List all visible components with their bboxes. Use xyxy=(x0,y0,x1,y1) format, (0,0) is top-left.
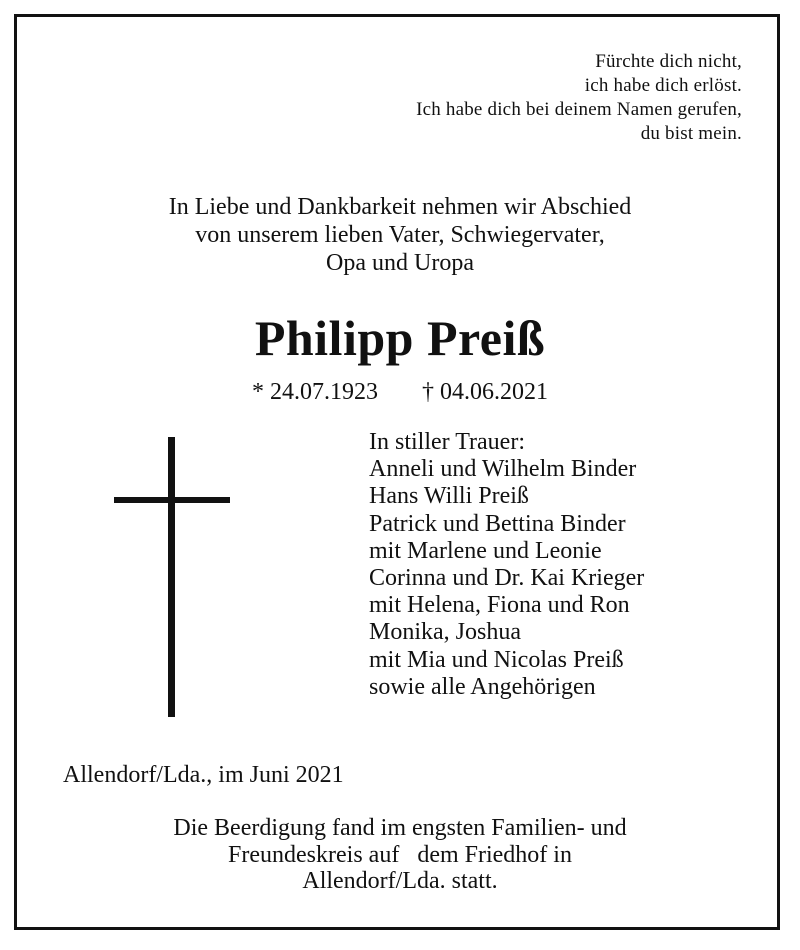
verse-line: Ich habe dich bei deinem Namen gerufen, xyxy=(416,99,742,120)
mourner-line: Hans Willi Preiß xyxy=(369,483,529,510)
intro-line: In Liebe und Dankbarkeit nehmen wir Abschied xyxy=(168,194,632,220)
mourners-list xyxy=(369,429,644,701)
mourner-line: mit Mia und Nicolas Preiß xyxy=(369,646,624,673)
mourner-line: Corinna und Dr. Kai Krieger xyxy=(369,565,645,592)
verse-line: du bist mein. xyxy=(640,123,742,144)
funeral-line: Die Beerdigung fand im engsten Familien- und xyxy=(173,815,627,841)
mourners-heading: In stiller Trauer: xyxy=(369,429,525,455)
verse-line: Fürchte dich nicht, xyxy=(595,51,742,72)
death-date: † 04.06.2021 xyxy=(422,379,548,405)
verse-line: ich habe dich erlöst. xyxy=(584,75,742,96)
funeral-line: Allendorf/Lda. statt. xyxy=(302,868,498,894)
intro-line: Opa und Uropa xyxy=(326,250,474,276)
mourner-line: sowie alle Angehörigen xyxy=(369,673,596,700)
birth-date: * 24.07.1923 xyxy=(252,379,378,405)
life-dates xyxy=(0,377,800,407)
mourner-line: mit Marlene und Leonie xyxy=(369,537,602,564)
funeral-notice xyxy=(0,815,800,895)
deceased-name: Philipp Preiß xyxy=(254,310,546,366)
funeral-line: Freundeskreis auf dem Friedhof in xyxy=(228,841,572,868)
intro-line: von unserem lieben Vater, Schwiegervater, xyxy=(195,222,605,248)
mourner-line: Anneli und Wilhelm Binder xyxy=(369,456,637,483)
place-and-date: Allendorf/Lda., im Juni 2021 xyxy=(63,762,344,788)
mourner-line: Patrick und Bettina Binder xyxy=(369,510,626,537)
bible-verse xyxy=(416,50,742,146)
mourner-line: Monika, Joshua xyxy=(369,619,521,646)
cross-icon xyxy=(114,437,230,717)
farewell-intro xyxy=(0,193,800,277)
mourner-line: mit Helena, Fiona und Ron xyxy=(369,592,630,619)
